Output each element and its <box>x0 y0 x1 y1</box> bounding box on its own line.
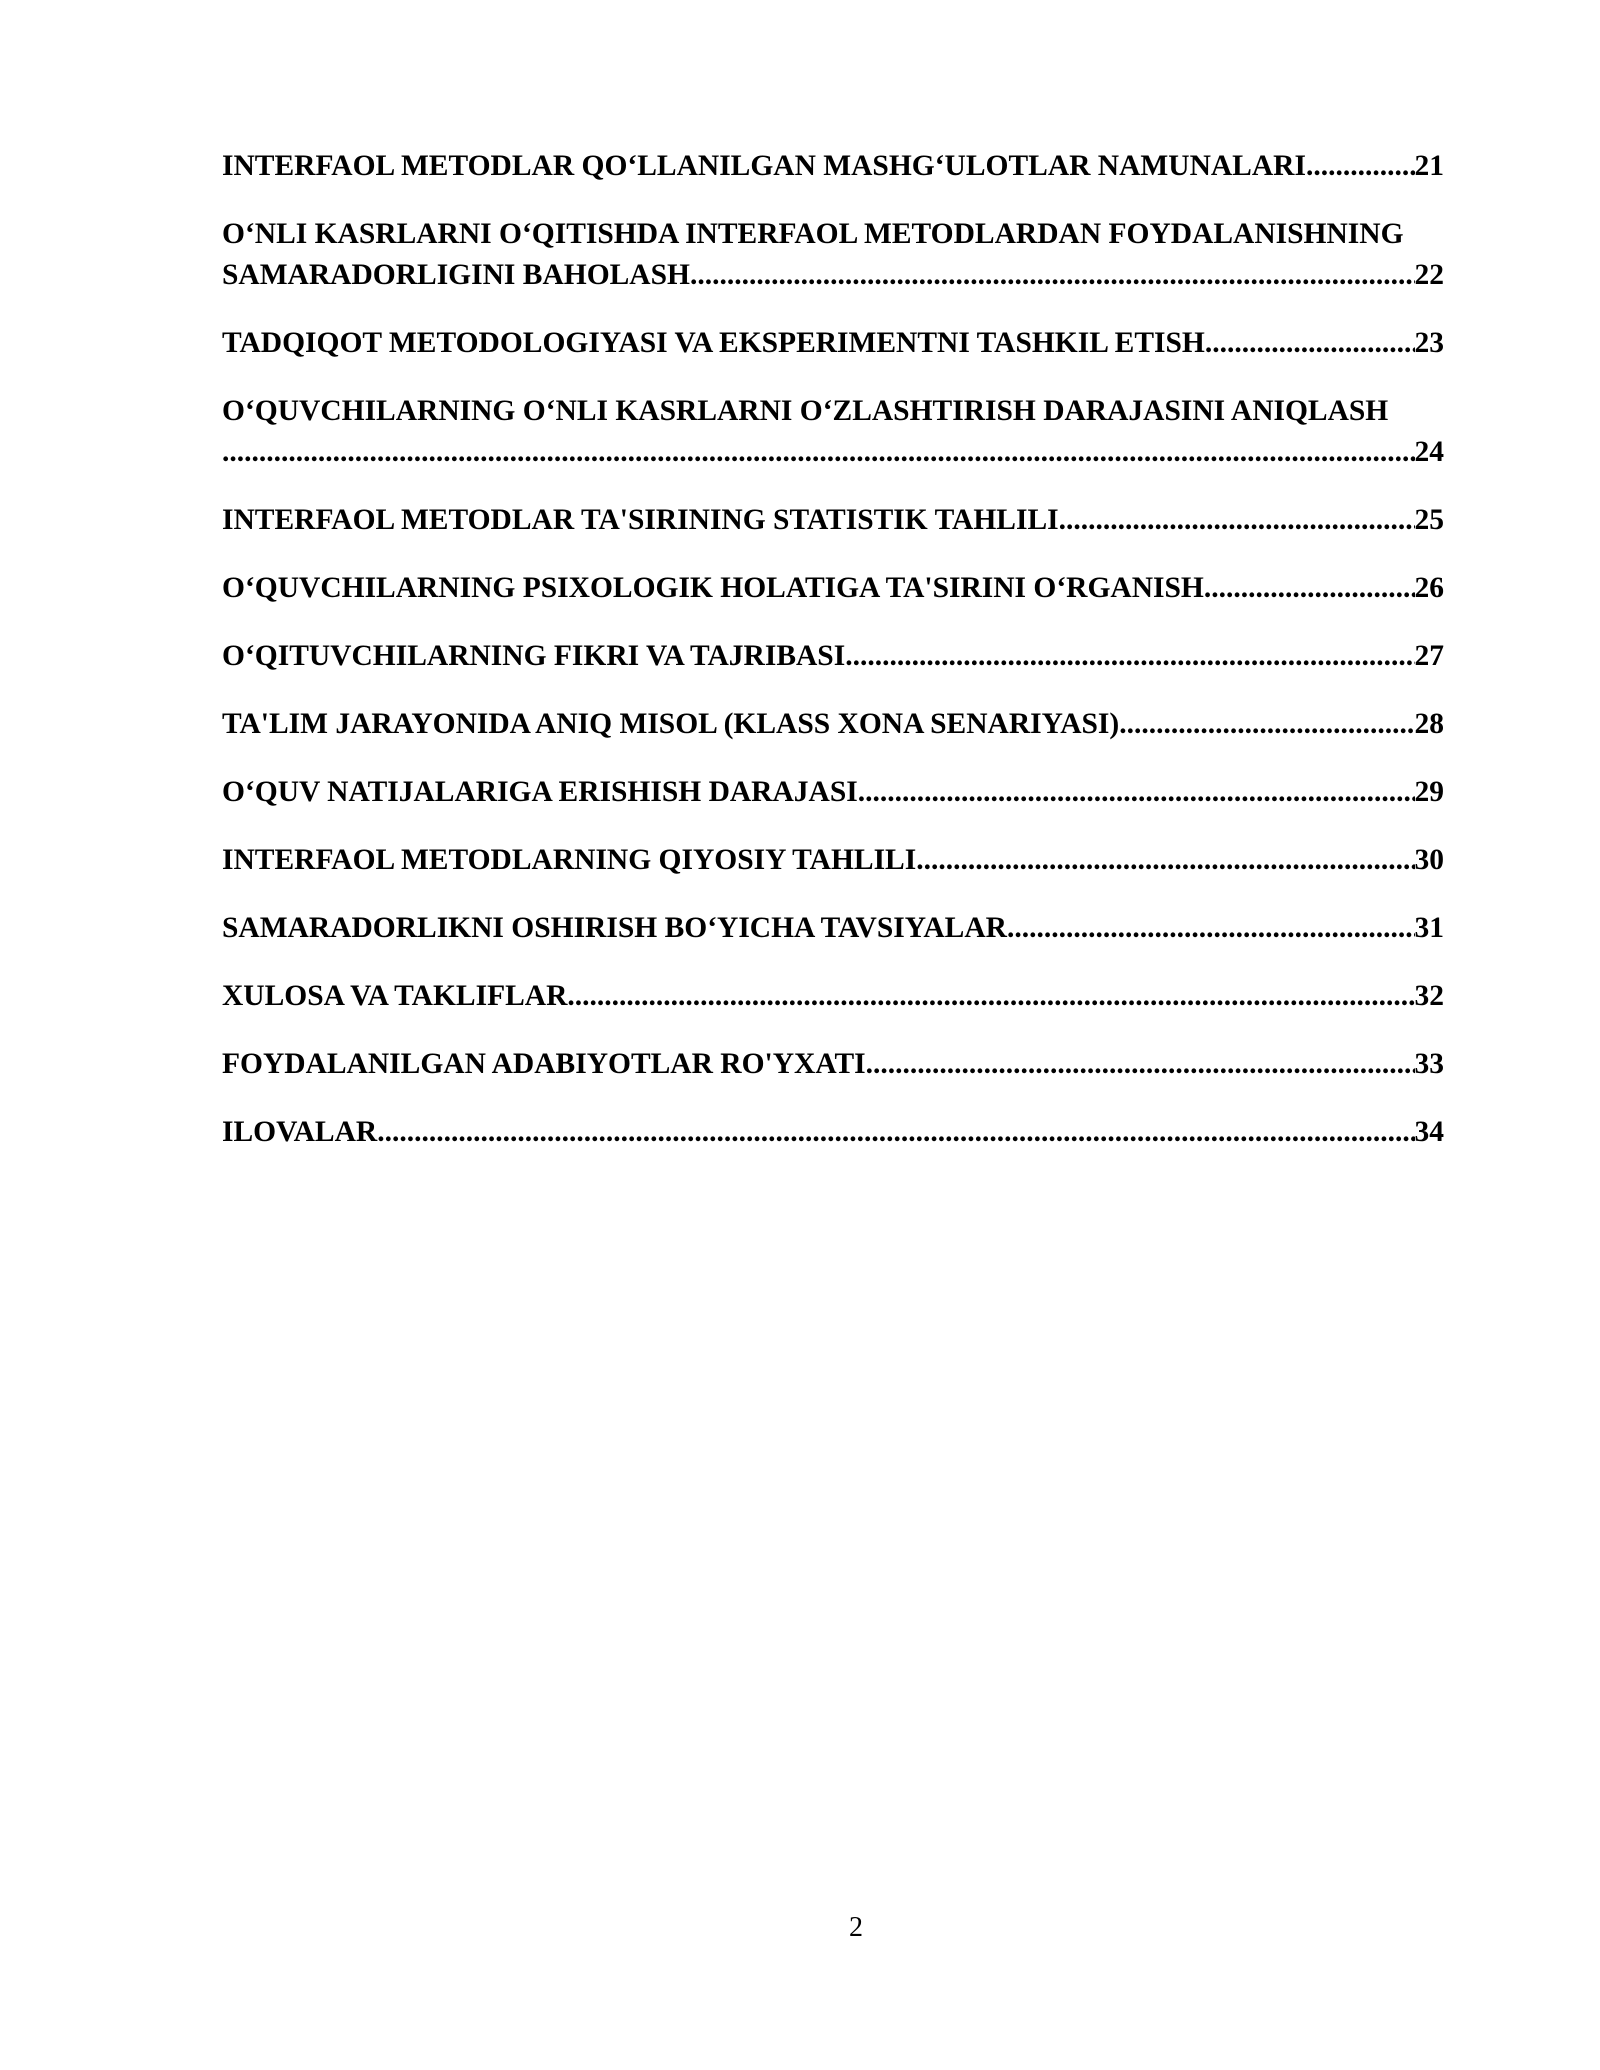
toc-entry-page-number: 29 <box>1414 776 1444 808</box>
toc-entry-line <box>222 568 1444 609</box>
toc-entry-title: SAMARADORLIKNI OSHIRISH BO‘YICHA TAVSIYALAR <box>222 912 1007 944</box>
toc-dot-leader <box>1205 323 1415 364</box>
toc-entry-page-number: 21 <box>1414 150 1444 182</box>
toc-entry-title-line: O‘QUVCHILARNING O‘NLI KASRLARNI O‘ZLASHTIRISH DARAJASINI ANIQLASH <box>222 395 1389 427</box>
toc-entry[interactable] <box>222 323 1448 364</box>
toc-dot-leader <box>916 840 1414 881</box>
toc-dot-leader <box>858 772 1415 813</box>
toc-entry-page-number: 23 <box>1414 327 1444 359</box>
toc-entry-line <box>222 636 1444 677</box>
toc-dot-leader <box>1059 500 1415 541</box>
toc-entry-title: ILOVALAR <box>222 1116 378 1148</box>
toc-entry-line <box>222 840 1444 881</box>
toc-entry-page-number: 31 <box>1414 912 1444 944</box>
toc-entry-page-number: 24 <box>1414 436 1444 468</box>
page-number: 2 <box>849 1912 863 1943</box>
toc-entry[interactable] <box>222 772 1448 813</box>
toc-entry[interactable] <box>222 391 1448 473</box>
toc-entry-line <box>222 908 1444 949</box>
toc-entry-title: TADQIQOT METODOLOGIYASI VA EKSPERIMENTNI TASHKIL ETISH <box>222 327 1205 359</box>
toc-entry[interactable] <box>222 1112 1448 1153</box>
toc-entry-title: TA'LIM JARAYONIDA ANIQ MISOL (KLASS XONA SENARIYASI) <box>222 708 1120 740</box>
toc-dot-leader <box>866 1044 1415 1085</box>
toc-entry-line <box>222 432 1444 473</box>
toc-entry-line <box>222 976 1444 1017</box>
toc-entry[interactable] <box>222 214 1448 296</box>
toc-entry[interactable] <box>222 976 1448 1017</box>
toc-entry-page-number: 34 <box>1414 1116 1444 1148</box>
toc-entry-page-number: 33 <box>1414 1048 1444 1080</box>
toc-dot-leader <box>1306 146 1415 187</box>
toc-entry-title: XULOSA VA TAKLIFLAR <box>222 980 568 1012</box>
toc-entry-title: INTERFAOL METODLAR TA'SIRINING STATISTIK TAHLILI <box>222 504 1059 536</box>
toc-dot-leader <box>1007 908 1415 949</box>
toc-entry-page-number: 30 <box>1414 844 1444 876</box>
table-of-contents <box>222 146 1448 1180</box>
toc-entry-title: O‘QUV NATIJALARIGA ERISHISH DARAJASI <box>222 776 858 808</box>
toc-entry-title: INTERFAOL METODLARNING QIYOSIY TAHLILI <box>222 844 917 876</box>
toc-entry-title: O‘QUVCHILARNING PSIXOLOGIK HOLATIGA TA'SIRINI O‘RGANISH <box>222 572 1204 604</box>
toc-entry-title: SAMARADORLIGINI BAHOLASH <box>222 259 690 291</box>
toc-entry-page-number: 27 <box>1414 640 1444 672</box>
toc-dot-leader <box>567 976 1414 1017</box>
toc-entry[interactable] <box>222 704 1448 745</box>
toc-entry[interactable] <box>222 500 1448 541</box>
toc-entry[interactable] <box>222 568 1448 609</box>
toc-entry-page-number: 32 <box>1414 980 1444 1012</box>
toc-entry-line <box>222 772 1444 813</box>
toc-entry-title: FOYDALANILGAN ADABIYOTLAR RO'YXATI <box>222 1048 866 1080</box>
toc-dot-leader <box>690 255 1415 296</box>
toc-entry[interactable] <box>222 1044 1448 1085</box>
toc-dot-leader <box>1119 704 1414 745</box>
toc-dot-leader <box>377 1112 1414 1153</box>
toc-entry-line <box>222 1112 1444 1153</box>
toc-entry-line <box>222 146 1444 187</box>
toc-entry-line <box>222 500 1444 541</box>
toc-entry-title: O‘QITUVCHILARNING FIKRI VA TAJRIBASI <box>222 640 846 672</box>
toc-entry-page-number: 26 <box>1414 572 1444 604</box>
toc-entry-line <box>222 323 1444 364</box>
toc-entry-title: INTERFAOL METODLAR QO‘LLANILGAN MASHG‘ULOTLAR NAMUNALARI <box>222 150 1306 182</box>
toc-entry[interactable] <box>222 908 1448 949</box>
toc-entry-page-number: 22 <box>1414 259 1444 291</box>
toc-dot-leader <box>845 636 1414 677</box>
toc-dot-leader <box>1204 568 1415 609</box>
toc-entry-title-line: O‘NLI KASRLARNI O‘QITISHDA INTERFAOL METODLARDAN FOYDALANISHNING <box>222 218 1404 250</box>
toc-entry[interactable] <box>222 636 1448 677</box>
toc-entry[interactable] <box>222 840 1448 881</box>
toc-entry[interactable] <box>222 146 1448 187</box>
toc-entry-line <box>222 255 1444 296</box>
toc-entry-line <box>222 704 1444 745</box>
toc-entry-line <box>222 1044 1444 1085</box>
toc-entry-page-number: 28 <box>1414 708 1444 740</box>
toc-entry-page-number: 25 <box>1414 504 1444 536</box>
toc-dot-leader <box>222 432 1415 473</box>
